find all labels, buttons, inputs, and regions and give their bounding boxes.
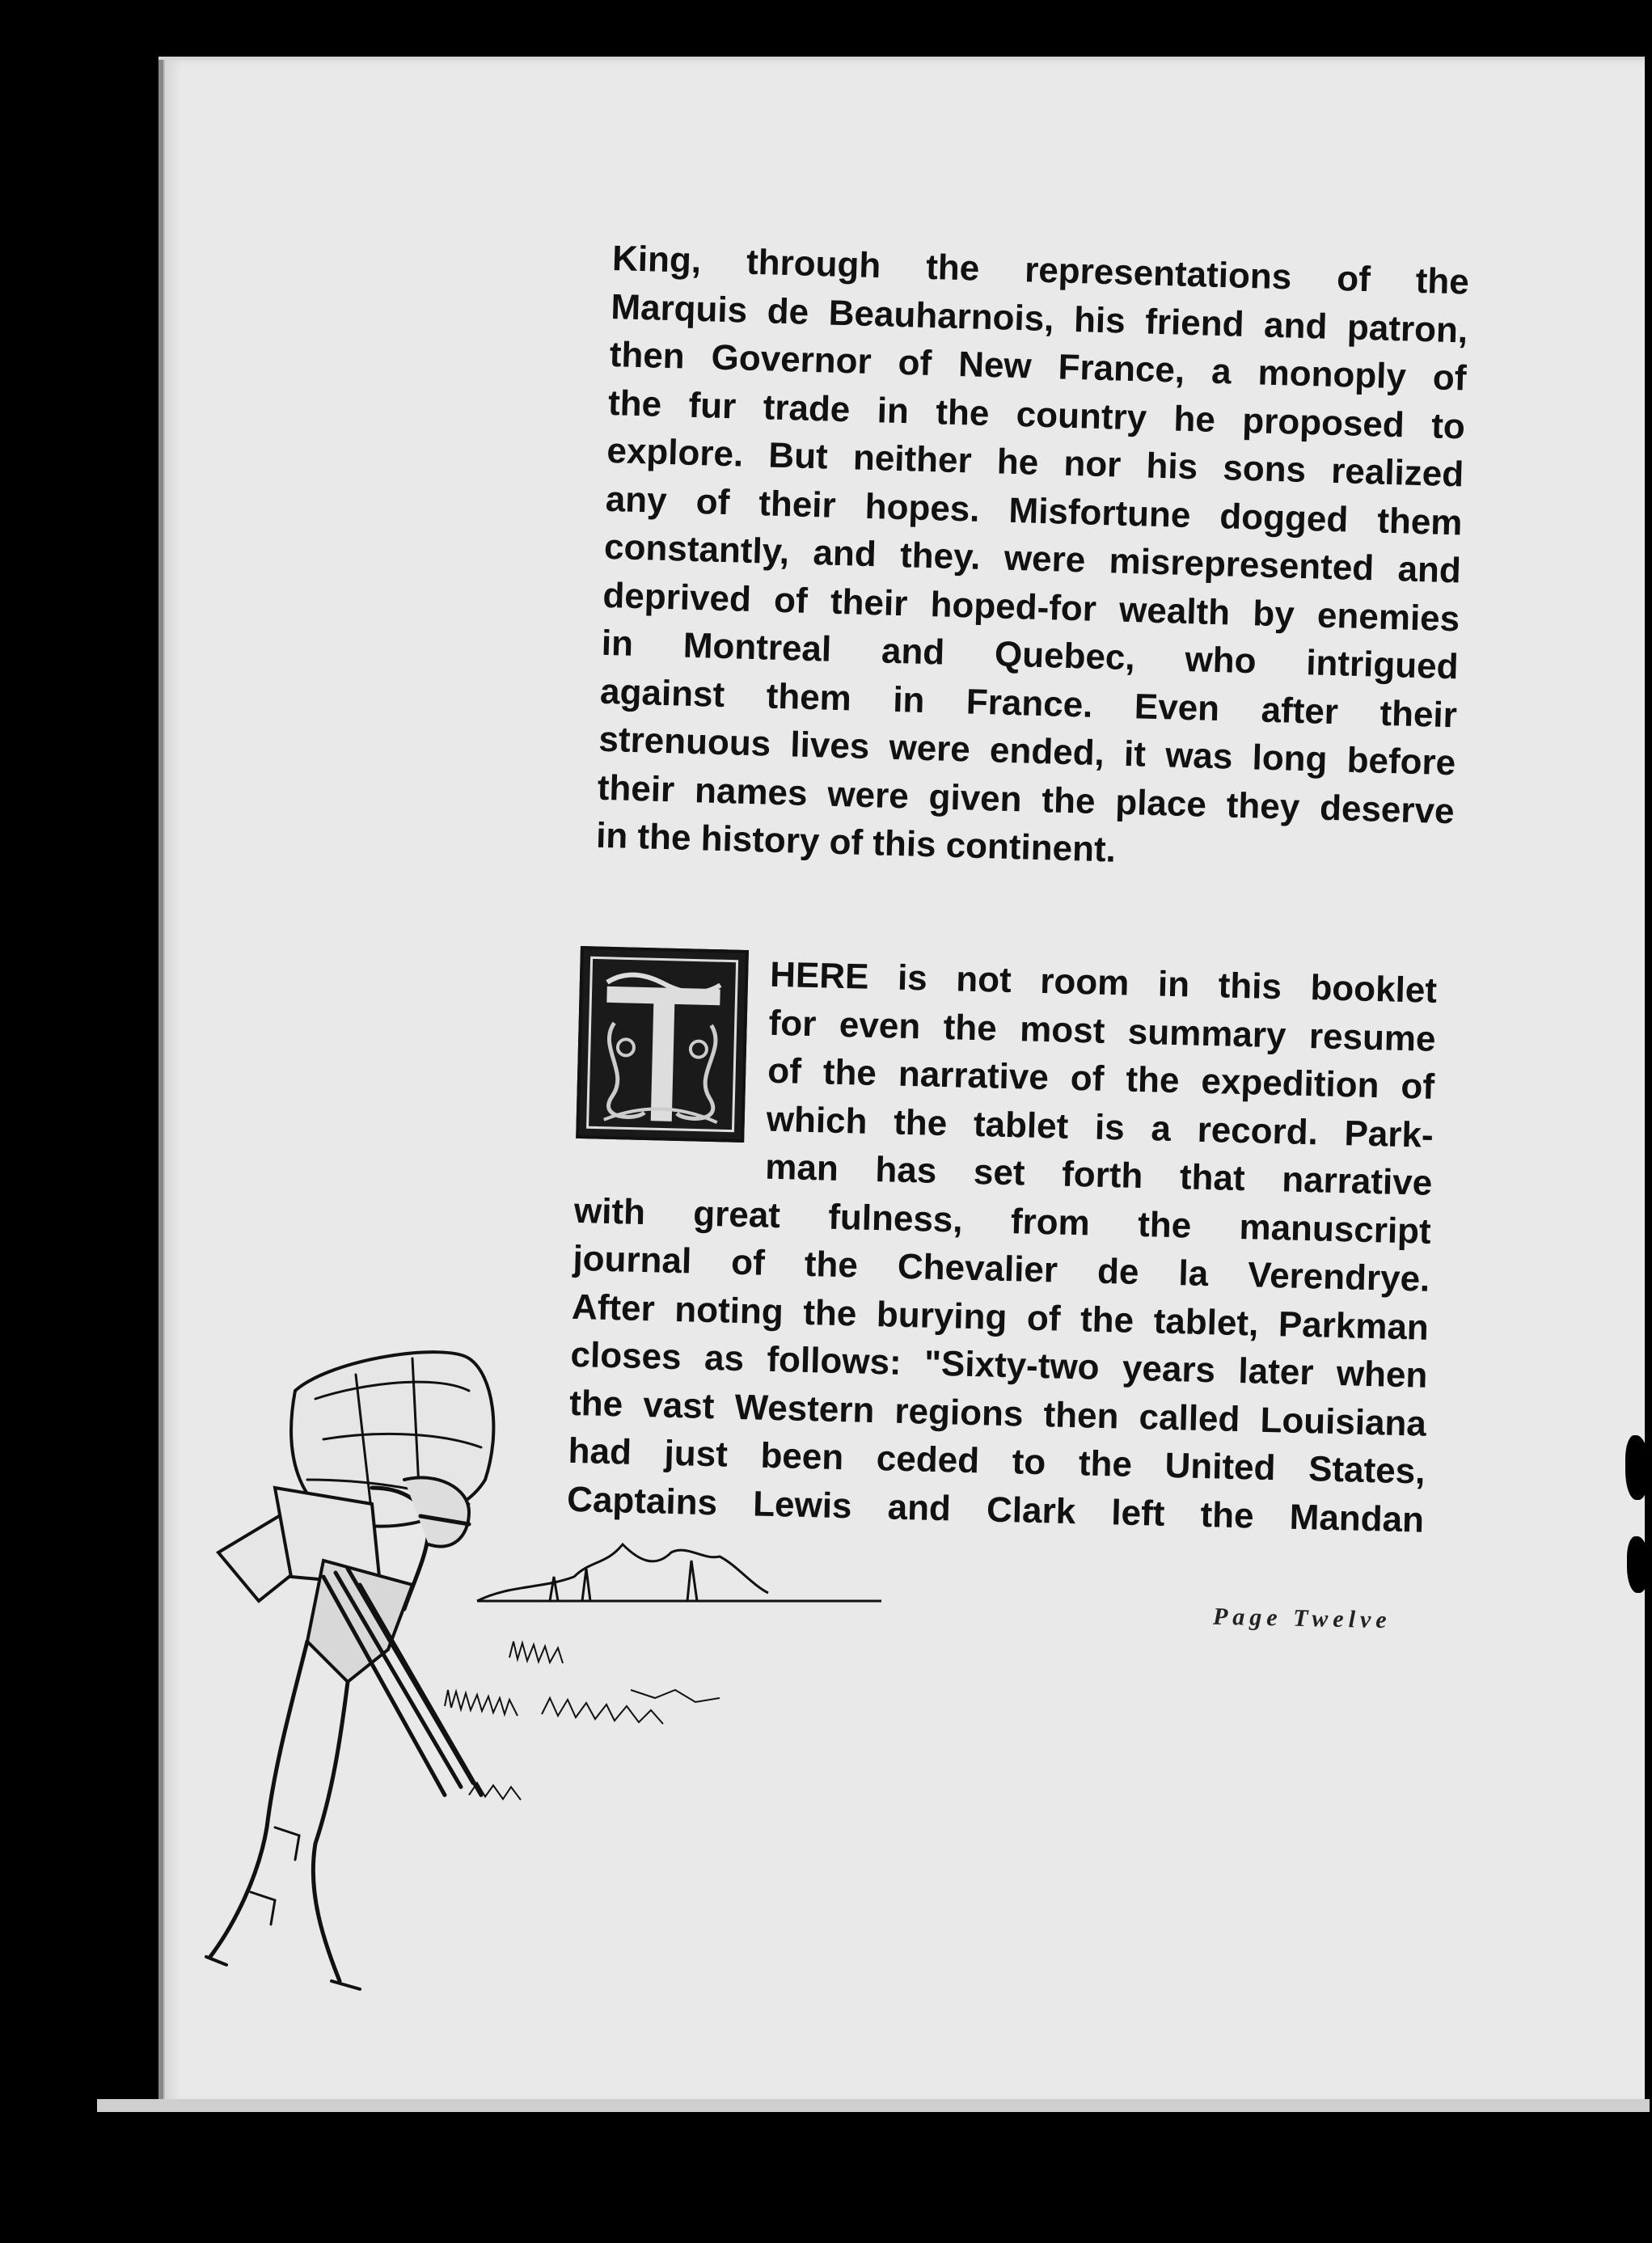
text-line: explore. But neither he nor his sons realized [606, 430, 1464, 495]
page-gutter [158, 60, 163, 2104]
text-line: against them in France. Even after their [599, 671, 1458, 735]
text-line: journal of the Chevalier de la Verendrye. [572, 1238, 1430, 1299]
text-line: strenuous lives were ended, it was long before [598, 719, 1456, 784]
text-line: with great fulness, from the manuscript [573, 1190, 1432, 1252]
text-line: of the narrative of the expedition of [767, 1050, 1435, 1107]
text-line: which the tablet is a record. Park- [766, 1099, 1434, 1155]
ornamental-initial-icon [579, 949, 746, 1139]
text-line: any of their hopes. Misfortune dogged them [605, 479, 1464, 543]
text-line: man has set forth that narrative [764, 1147, 1433, 1203]
text-line: Captains Lewis and Clark left the Mandan [566, 1479, 1425, 1540]
text-line: After noting the burying of the tablet, Parkman [571, 1286, 1430, 1348]
paragraph-1 [595, 234, 1469, 884]
text-line: Marquis de Beauharnois, his friend and patron, [610, 286, 1468, 351]
binding-mark [1625, 1435, 1650, 1500]
text-line: constantly, and they. were misrepresented and [603, 526, 1462, 591]
text-line: the fur trade in the country he proposed to [607, 382, 1466, 447]
binding-mark [1627, 1536, 1650, 1593]
text-line: King, through the representations of the [611, 238, 1470, 302]
text-line: in the history of this continent. [595, 815, 1117, 870]
dropcap-t [576, 946, 749, 1143]
text-line: had just been ceded to the United States, [568, 1430, 1426, 1492]
text-line: the vast Western regions then called Louisiana [568, 1383, 1427, 1444]
text-line: for even the most summary resume [768, 1003, 1437, 1059]
voyageur-illustration [202, 1342, 881, 2038]
page-number: Page Twelve [1212, 1603, 1392, 1634]
text-line: then Governor of New France, a monoply of [609, 334, 1468, 399]
text-line: their names were given the place they deserve [597, 767, 1456, 831]
text-line: closes as follows: "Sixty-two years later when [570, 1334, 1428, 1396]
text-line: deprived of their hoped-for wealth by enemies [602, 575, 1460, 639]
page-bottom-edge [97, 2099, 1650, 2112]
text-line: in Montreal and Quebec, who intrigued [601, 623, 1460, 687]
text-line: HERE is not room in this booklet [769, 954, 1438, 1011]
